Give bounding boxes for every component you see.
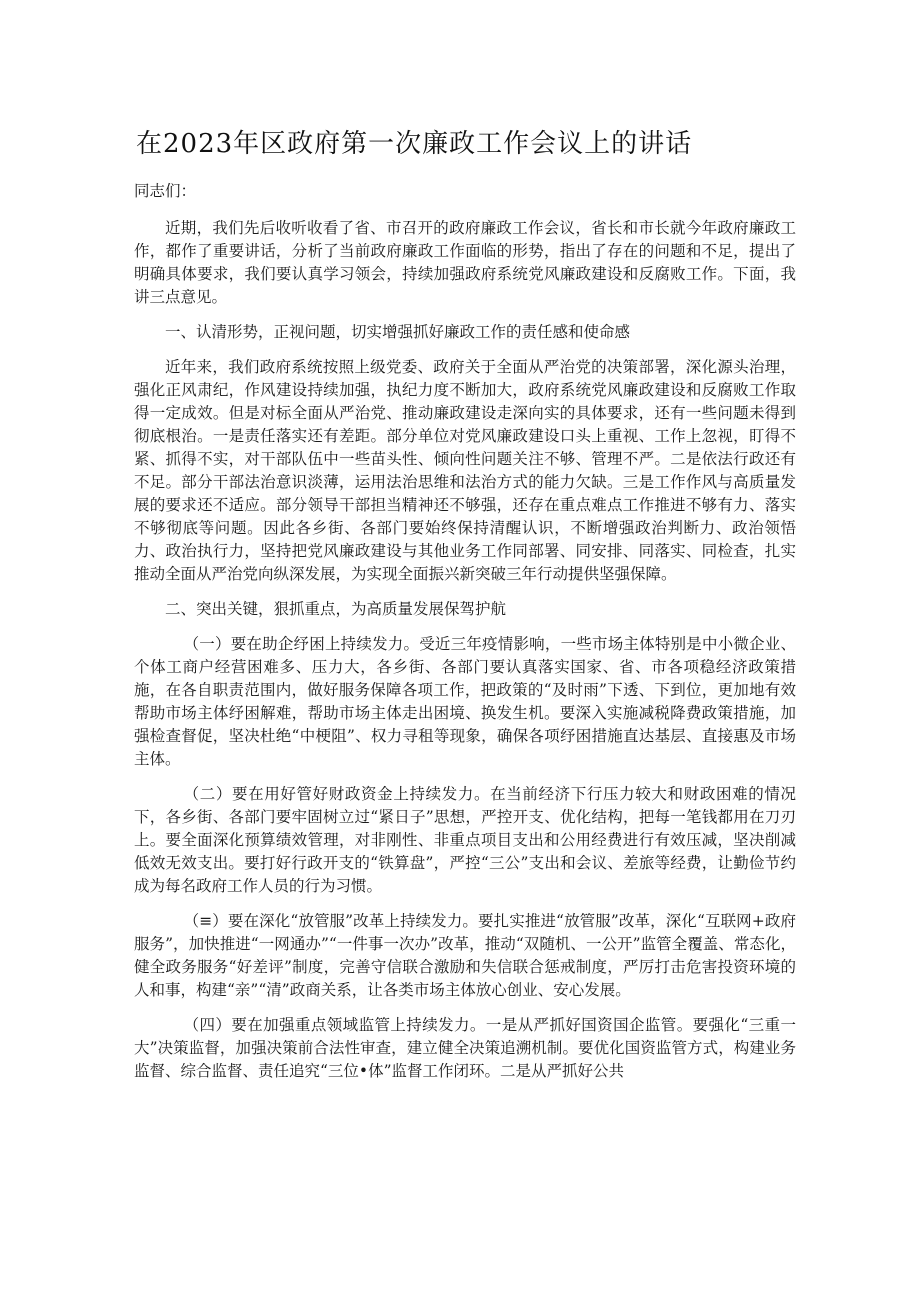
section-heading-1: 一、认清形势，正视问题，切实增强抓好廉政工作的责任感和使命感 bbox=[165, 323, 631, 341]
greeting: 同志们： bbox=[134, 182, 197, 200]
document-title: 在2023年区政府第一次廉政工作会议上的讲话 bbox=[136, 129, 693, 159]
document-body bbox=[134, 180, 796, 1095]
subsection-3-paragraph: （≡）要在深化“放管服”改革上持续发力。要扎实推进“放管服”改革，深化“互联网+政府服务”，加快推进“一网通办”“一件事一次办”改革，推动“双随机、一公开”监管全覆盖、常态化，健全政务服务“好差评”制度，完善守信联合激励和失信联合惩戒制度，严厉打击危害投资环境的人和事，构建“亲”“清”政商关系，让各类市场主体放心创业、安心发展。 bbox=[134, 912, 796, 999]
subsection-4-paragraph: （四）要在加强重点领域监管上持续发力。一是从严抓好国资国企监管。要强化“三重一大”决策监督，加强决策前合法性审查，建立健全决策追溯机制。要优化国资监管方式，构建业务监督、综合监督、责任追究“三位•体”监督工作闭环。二是从严抓好公共 bbox=[134, 1016, 796, 1080]
section-heading-2: 二、突出关键，狠抓重点，为高质量发展保驾护航 bbox=[165, 600, 507, 618]
section-1-paragraph: 近年来，我们政府系统按照上级党委、政府关于全面从严治党的决策部署，深化源头治理，强化正风肃纪，作风建设持续加强，执纪力度不断加大，政府系统党风廉政建设和反腐败工作取得一定成效。但是对标全面从严治党、推动廉政建设走深向实的具体要求，还有一些问题未得到彻底根治。一是责任落实还有差距。部分单位对党风廉政建设口头上重视、工作上忽视，盯得不紧、抓得不实，对干部队伍中一些苗头性、倾向性问题关注不够、管理不严。二是依法行政还有不足。部分干部法治意识淡薄，运用法治思维和法治方式的能力欠缺。三是工作作风与高质量发展的要求还不适应。部分领导干部担当精神还不够强，还存在重点难点工作推进不够有力、落实不够彻底等问题。因此各乡街、各部门要始终保持清醒认识，不断增强政治判断力、政治领悟力、政治执行力，坚持把党风廉政建设与其他业务工作同部署、同安排、同落实、同检查，扎实推动全面从严治党向纵深发展，为实现全面振兴新突破三年行动提供坚强保障。 bbox=[134, 358, 796, 583]
subsection-2-paragraph: （二）要在用好管好财政资金上持续发力。在当前经济下行压力较大和财政困难的情况下，各乡街、各部门要牢固树立过“紧日子”思想，严控开支、优化结构，把每一笔钱都用在刀刃上。要全面深化预算绩效管理，对非刚性、非重点项目支出和公用经费进行有效压减，坚决削减低效无效支出。要打好行政开支的“铁算盘”，严控“三公”支出和会议、差旅等经费，让勤俭节约成为每名政府工作人员的行为习惯。 bbox=[134, 785, 796, 895]
intro-paragraph: 近期，我们先后收听收看了省、市召开的政府廉政工作会议，省长和市长就今年政府廉政工作，都作了重要讲话，分析了当前政府廉政工作面临的形势，指出了存在的问题和不足，提出了明确具体要求，我们要认真学习领会，持续加强政府系统党风廉政建设和反腐败工作。下面，我讲三点意见。 bbox=[134, 219, 796, 306]
subsection-1-paragraph: （一）要在助企纾困上持续发力。受近三年疫情影响，一些市场主体特别是中小微企业、个体工商户经营困难多、压力大，各乡街、各部门要认真落实国家、省、市各项稳经济政策措施，在各自职责范围内，做好服务保障各项工作，把政策的“及时雨”下透、下到位，更加地有效帮助市场主体纾困解难，帮助市场主体走出困境、换发生机。要深入实施减税降费政策措施，加强检查督促，坚决杜绝“中梗阻”、权力寻租等现象，确保各项纾困措施直达基层、直接惠及市场主体。 bbox=[134, 635, 796, 768]
